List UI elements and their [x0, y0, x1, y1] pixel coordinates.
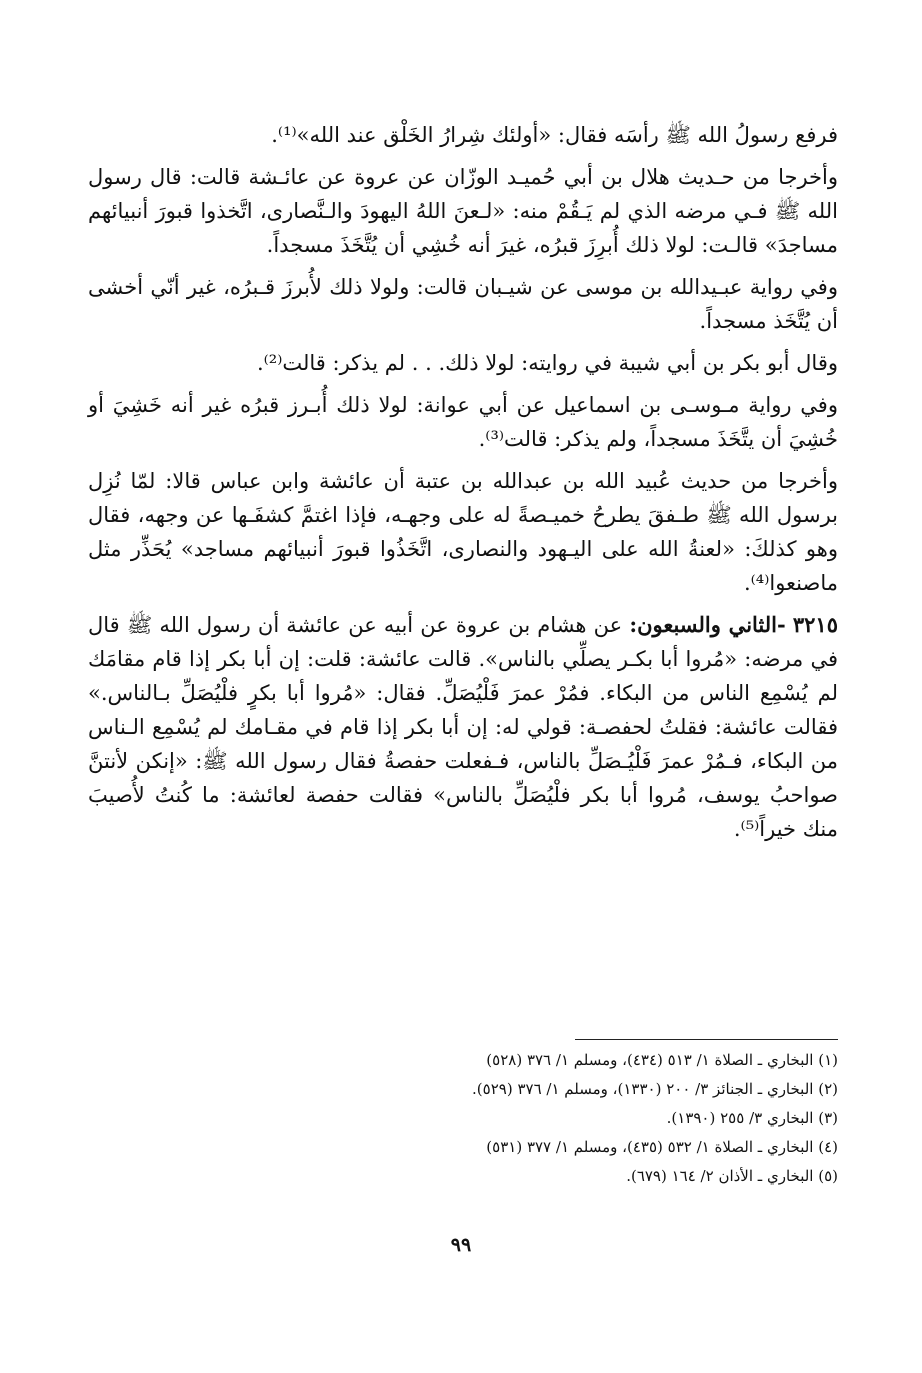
- paragraph-6: وأخرجا من حديث عُبيد الله بن عبدالله بن عتبة أن عائشة وابن عباس قالا: لمّا نُزِل برسول الله ﷺ طـفقَ يطرحُ خميـصةً له على وجهـه، فإذا اغتمَّ كشفَـها عن وجهه، فقال وهو كذلكَ: «لعنةُ الله على اليـهود والنصارى، اتَّخَذُوا قبورَ أنبيائهم مساجد» يُحَذِّر مثل ماصنعوا⁽⁴⁾.: [88, 469, 838, 595]
- hadith-text: عن هشام بن عروة عن أبيه عن عائشة أن رسول الله ﷺ قال في مرضه: «مُروا أبا بكـر يصلِّي بالناس». قالت عائشة: قلت: إن أبا بكر إذا قام مقامَك لم يُسْمِع الناس من البكاء. فمُرْ عمرَ فَلْيُصَلِّ. فقال: «مُروا أبا بكرٍ فلْيُصَلِّ بـالناس.» فقالت عائشة: فقلتُ لحفصـة: قولي له: إن أبا بكر إذا قام في مقـامك لم يُسْمِع الـناس من البكاء، فـمُرْ عمرَ فَلْيُـصَلِّ بالناس، فـفعلت حفصةُ فقال رسول الله ﷺ: «إنكن لأنتنَّ صواحبُ يوسف، مُروا أبا بكر فلْيُصَلِّ بالناس» فقالت حفصة لعائشة: ما كُنتُ لأُصيبَ منك خيراً⁽⁵⁾.: [88, 613, 838, 841]
- hadith-paragraph: [88, 608, 838, 846]
- footnote-2: (٢) البخاري ـ الجنائز ٣/ ٢٠٠ (١٣٣٠)، ومسلم ١/ ٣٧٦ (٥٢٩).: [472, 1080, 838, 1098]
- paragraph-4: وقال أبو بكر بن أبي شيبة في روايته: لولا ذلك. . . لم يذكر: قالت⁽²⁾.: [256, 351, 838, 375]
- main-text: [88, 118, 838, 846]
- footnotes: [100, 1046, 838, 1191]
- footnote-divider: [575, 1039, 838, 1040]
- footnote-5: (٥) البخاري ـ الأذان ٢/ ١٦٤ (٦٧٩).: [626, 1167, 838, 1185]
- hadith-heading: -الثاني والسبعون:: [629, 612, 786, 637]
- paragraph-3: وفي رواية عبـيدالله بن موسى عن شيـبان قالت: ولولا ذلك لأُبرزَ قـبرُه، غير أنّي أخشى أن يُتَّخَذ مسجداً.: [88, 275, 838, 333]
- footnote-3: (٣) البخاري ٣/ ٢٥٥ (١٣٩٠).: [666, 1109, 838, 1127]
- paragraph-1: فرفع رسولُ الله ﷺ رأسَه فقال: «أولئك شِرارُ الخَلْق عند الله»⁽¹⁾.: [271, 123, 838, 147]
- page-number: ٩٩: [450, 1234, 472, 1256]
- paragraph-2: وأخرجا من حـديث هلال بن أبي حُميـد الوزّان عن عروة عن عائـشة قالت: قال رسول الله ﷺ فـي مرضه الذي لم يَـقُمْ منه: «لـعنَ اللهُ اليهودَ والـنَّصارى، اتَّخذوا قبورَ أنبيائهم مساجدَ» قالـت: لولا ذلك أُبرِزَ قبرُه، غيرَ أنه خُشِي أن يُتَّخَذَ مسجداً.: [88, 165, 838, 257]
- hadith-number: ٣٢١٥: [792, 612, 838, 637]
- footnote-1: (١) البخاري ـ الصلاة ١/ ٥١٣ (٤٣٤)، ومسلم ١/ ٣٧٦ (٥٢٨): [486, 1051, 838, 1069]
- footnote-4: (٤) البخاري ـ الصلاة ١/ ٥٣٢ (٤٣٥)، ومسلم ١/ ٣٧٧ (٥٣١): [486, 1138, 838, 1156]
- paragraph-5: وفي رواية مـوسـى بن اسماعيل عن أبي عوانة: لولا ذلك أُبـرز قبرُه غير أنه خَشِيَ أو خُشِيَ أن يتَّخَذَ مسجداً، ولم يذكر: قالت⁽³⁾.: [88, 393, 838, 451]
